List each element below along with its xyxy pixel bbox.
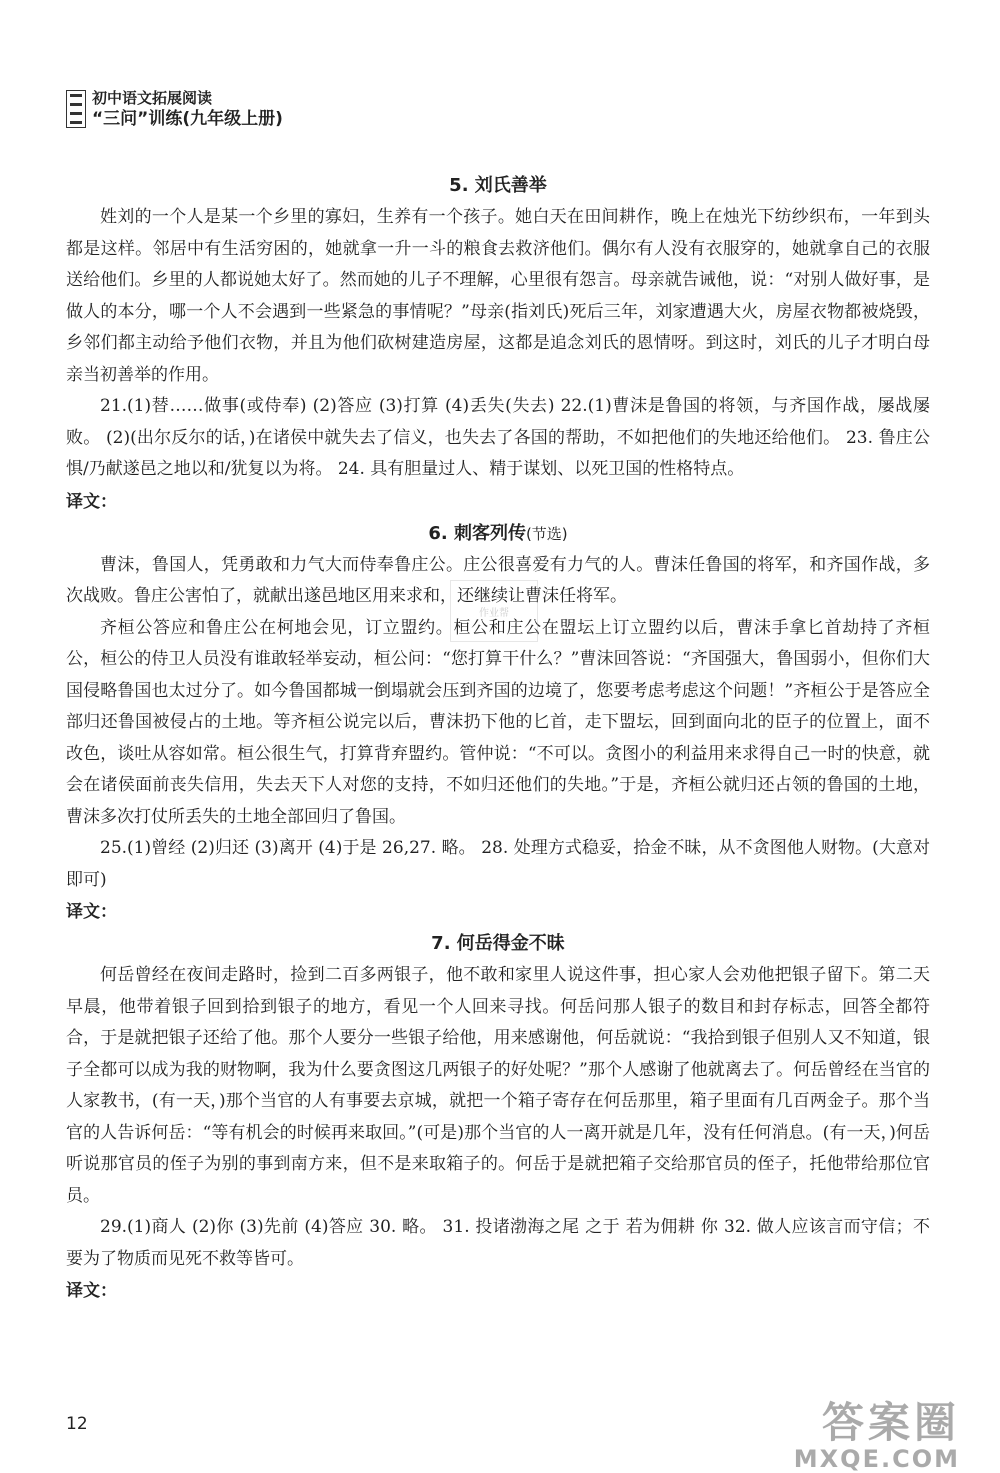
- book-logo-icon: [66, 90, 86, 128]
- section-body: 曹沫，鲁国人，凭勇敢和力气大而侍奉鲁庄公。庄公很喜爱有力气的人。曹沫任鲁国的将军，和齐国作战，多次战败。鲁庄公害怕了，就献出遂邑地区用来求和，还继续让曹沫任将军。: [66, 554, 930, 606]
- translation-label: 译文：: [66, 491, 117, 512]
- page-content: [66, 170, 930, 1307]
- translation-label: 译文：: [66, 1281, 117, 1301]
- book-title: “三问”训练(九年级上册): [92, 109, 283, 129]
- answer-key: 25.(1)曾经 (2)归还 (3)离开 (4)于是 26,27. 略。 28. 处理方式稳妥，拾金不昧，从不贪图他人财物。(大意对即可): [66, 838, 930, 890]
- section-title: 7. 何岳得金不昧: [431, 933, 565, 954]
- site-watermark: 答案圈 MXQE.COM: [793, 1398, 960, 1473]
- book-header: [66, 88, 283, 130]
- page-number: 12: [66, 1414, 88, 1434]
- translation-label: 译文：: [66, 902, 117, 922]
- section-body: 姓刘的一个人是某一个乡里的寡妇，生养有一个孩子。她白天在田间耕作，晚上在烛光下纺纱织布，一年到头都是这样。邻居中有生活穷困的，她就拿一升一斗的粮食去救济他们。偶尔有人没有衣服穿的，她就拿自己的衣服送给他们。乡里的人都说她太好了。然而她的儿子不理解，心里很有怨言。母亲就告诫他，说：“对别人做好事，是做人的本分，哪一个人不会遇到一些紧急的事情呢？”母亲(指刘氏)死后三年，刘家遭遇大火，房屋衣物都被烧毁，乡邻们都主动给予他们衣物，并且为他们砍树建造房屋，这都是追念刘氏的恩情呀。到这时，刘氏的儿子才明白母亲当初善举的作用。: [66, 207, 930, 385]
- book-series-title: 初中语文拓展阅读: [92, 89, 213, 107]
- answer-key: 29.(1)商人 (2)你 (3)先前 (4)答应 30. 略。 31. 投诸渤海之尾 之于 若为佣耕 你 32. 做人应该言而守信；不要为了物质而见死不救等皆可。: [66, 1217, 930, 1269]
- answer-key: 21.(1)替……做事(或侍奉) (2)答应 (3)打算 (4)丢失(失去) 22.(1)曹沫是鲁国的将领，与齐国作战，屡战屡败。 (2)(出尔反尔的话，)在诸侯中就失去了信义，也失去了各国的帮助，不如把他们的失地还给他们。 23. 鲁庄公惧/乃献遂邑之地以和/犹复以为将。 24. 具有胆量过人、精于谋划、以死卫国的性格特点。: [66, 396, 930, 479]
- section-body: 何岳曾经在夜间走路时，捡到二百多两银子，他不敢和家里人说这件事，担心家人会劝他把银子留下。第二天早晨，他带着银子回到拾到银子的地方，看见一个人回来寻找。何岳问那人银子的数目和封存标志，回答全都符合，于是就把银子还给了他。那个人要分一些银子给他，用来感谢他，何岳就说：“我拾到银子但别人又不知道，银子全都可以成为我的财物啊，我为什么要贪图这几两银子的好处呢？”那个人感谢了他就离去了。何岳曾经在当官的人家教书，(有一天，)那个当官的人有事要去京城，就把一个箱子寄存在何岳那里，箱子里面有几百两金子。那个当官的人告诉何岳：“等有机会的时候再来取回。”(可是)那个当官的人一离开就是几年，没有任何消息。(有一天，)何岳听说那官员的侄子为别的事到南方来，但不是来取箱子的。何岳于是就把箱子交给那官员的侄子，托他带给那位官员。: [66, 965, 930, 1206]
- section-title: 6. 刺客列传(节选): [428, 522, 568, 544]
- section-body: 齐桓公答应和鲁庄公在柯地会见，订立盟约。桓公和庄公在盟坛上订立盟约以后，曹沫手拿匕首劫持了齐桓公，桓公的侍卫人员没有谁敢轻举妄动，桓公问：“您打算干什么？”曹沫回答说：“齐国强大，鲁国弱小，但你们大国侵略鲁国也太过分了。如今鲁国都城一倒塌就会压到齐国的边境了，您要考虑考虑这个问题！”齐桓公于是答应全部归还鲁国被侵占的土地。等齐桓公说完以后，曹沫扔下他的匕首，走下盟坛，回到面向北的臣子的位置上，面不改色，谈吐从容如常。桓公很生气，打算背弃盟约。管仲说：“不可以。贪图小的利益用来求得自己一时的快意，就会在诸侯面前丧失信用，失去天下人对您的支持，不如归还他们的失地。”于是，齐桓公就归还占领的鲁国的土地，曹沫多次打仗所丢失的土地全部回归了鲁国。: [66, 617, 930, 827]
- section-title: 5. 刘氏善举: [449, 175, 547, 196]
- stamp-watermark: 作业帮: [450, 580, 538, 642]
